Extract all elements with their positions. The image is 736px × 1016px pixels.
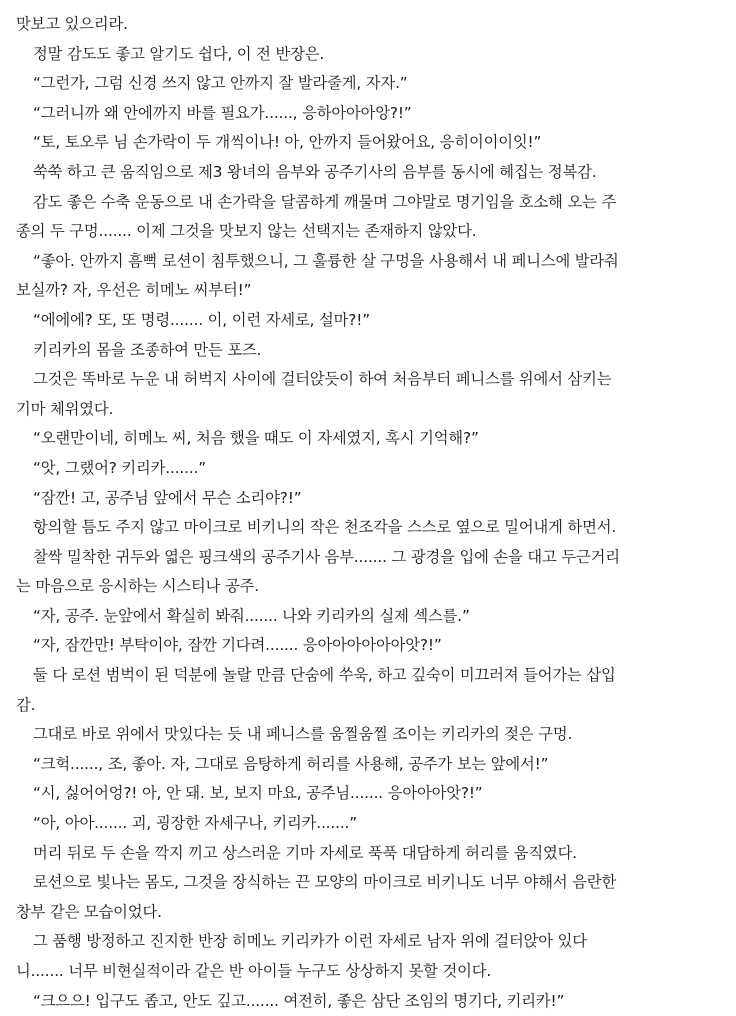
text-line: “오랜만이네, 히메노 씨, 처음 했을 때도 이 자세였지, 혹시 기억해?” (33, 429, 479, 448)
text-line: 종의 두 구멍....... 이제 그것을 맛보지 않는 선택지는 존재하지 않았다. (16, 222, 477, 241)
text-line: “크으으! 입구도 좁고, 안도 깊고....... 여전히, 좋은 삼단 조임의 명기다, 키리카!” (33, 991, 565, 1010)
text-line: “시, 싫어어엉?! 아, 안 돼. 보, 보지 마요, 공주님....... 응아아아앗?!” (33, 784, 483, 803)
text-line: 둘 다 로션 범벅이 된 덕분에 놀랄 만큼 단숨에 쑤욱, 하고 깊숙이 미끄러져 들어가는 삽입 (33, 666, 616, 685)
text-line: 찰싹 밀착한 귀두와 엷은 핑크색의 공주기사 음부....... 그 광경을 입에 손을 대고 두근거리 (33, 547, 620, 566)
text-line: 는 마음으로 응시하는 시스티나 공주. (16, 577, 259, 596)
text-line: 그 품행 방정하고 진지한 반장 히메노 키리카가 이런 자세로 남자 위에 걸터앉아 있다 (33, 932, 587, 951)
text-line: 니....... 너무 비현실적이라 같은 반 아이들 누구도 상상하지 못할 것이다. (16, 962, 492, 980)
text-line: 맛보고 있으리라. (16, 15, 128, 33)
text-line: 감. (16, 695, 36, 714)
text-line: 그대로 바로 위에서 맛있다는 듯 내 페니스를 움찔움찔 조이는 키리카의 젖은 구멍. (33, 725, 573, 744)
text-line: 그것은 똑바로 누운 내 허벅지 사이에 걸터앉듯이 하여 처음부터 페니스를 위에서 삼키는 (33, 370, 612, 389)
text-line: “그런가, 그럼 신경 쓰지 않고 안까지 잘 발라줄게, 자자.” (33, 74, 408, 93)
text-line: “잠깐! 고, 공주님 앞에서 무슨 소리야?!” (33, 488, 302, 507)
text-line: 정말 감도도 좋고 알기도 쉽다, 이 전 반장은. (33, 44, 325, 63)
text-line: 키리카의 몸을 조종하여 만든 포즈. (33, 340, 262, 359)
text-line: “아, 아아....... 괴, 굉장한 자세구나, 키리카.......” (33, 814, 357, 833)
text-line: “토, 토오루 님 손가락이 두 개씩이나! 아, 안까지 들어왔어요, 응히이이이잇!” (33, 133, 542, 152)
text-line: 기마 체위였다. (16, 399, 114, 418)
text-line: “앗, 그랬어? 키리카.......” (33, 458, 207, 477)
text-line: 머리 뒤로 두 손을 깍지 끼고 상스러운 기마 자세로 푹푹 대담하게 허리를 움직였다. (33, 843, 577, 862)
text-line: 보실까? 자, 우선은 히메노 씨부터!” (16, 281, 252, 300)
text-line: “자, 공주. 눈앞에서 확실히 봐줘....... 나와 키리카의 실제 섹스를.” (33, 606, 470, 625)
text-line: “자, 잠깐만! 부탁이야, 잠깐 기다려....... 응아아아아아아앗?!” (33, 636, 442, 655)
text-line: “에에에? 또, 또 명령....... 이, 이런 자세로, 설마?!” (33, 310, 370, 329)
text-line: “크헉......, 조, 좋아. 자, 그대로 음탕하게 허리를 사용해, 공주가 보는 앞에서!” (33, 754, 549, 773)
text-line: 항의할 틈도 주지 않고 마이크로 비키니의 작은 천조각을 스스로 옆으로 밀어내게 하면서. (33, 518, 617, 537)
text-line: 감도 좋은 수축 운동으로 내 손가락을 달콤하게 깨물며 그야말로 명기임을 호소해 오는 주 (33, 192, 617, 211)
text-line: “그러니까 왜 안에까지 바를 필요가......, 응하아아아앙?!” (33, 103, 412, 122)
document-text-body (16, 10, 722, 1016)
text-line: 창부 같은 모습이었다. (16, 902, 162, 921)
text-line: “좋아. 안까지 흠뻑 로션이 침투했으니, 그 훌륭한 살 구멍을 사용해서 내 페니스에 발라줘 (33, 251, 619, 270)
text-line: 로션으로 빛나는 몸도, 그것을 장식하는 끈 모양의 마이크로 비키니도 너무 야해서 음란한 (33, 873, 617, 892)
text-line: 쑥쑥 하고 큰 움직임으로 제3 왕녀의 음부와 공주기사의 음부를 동시에 헤집는 정복감. (33, 162, 597, 181)
